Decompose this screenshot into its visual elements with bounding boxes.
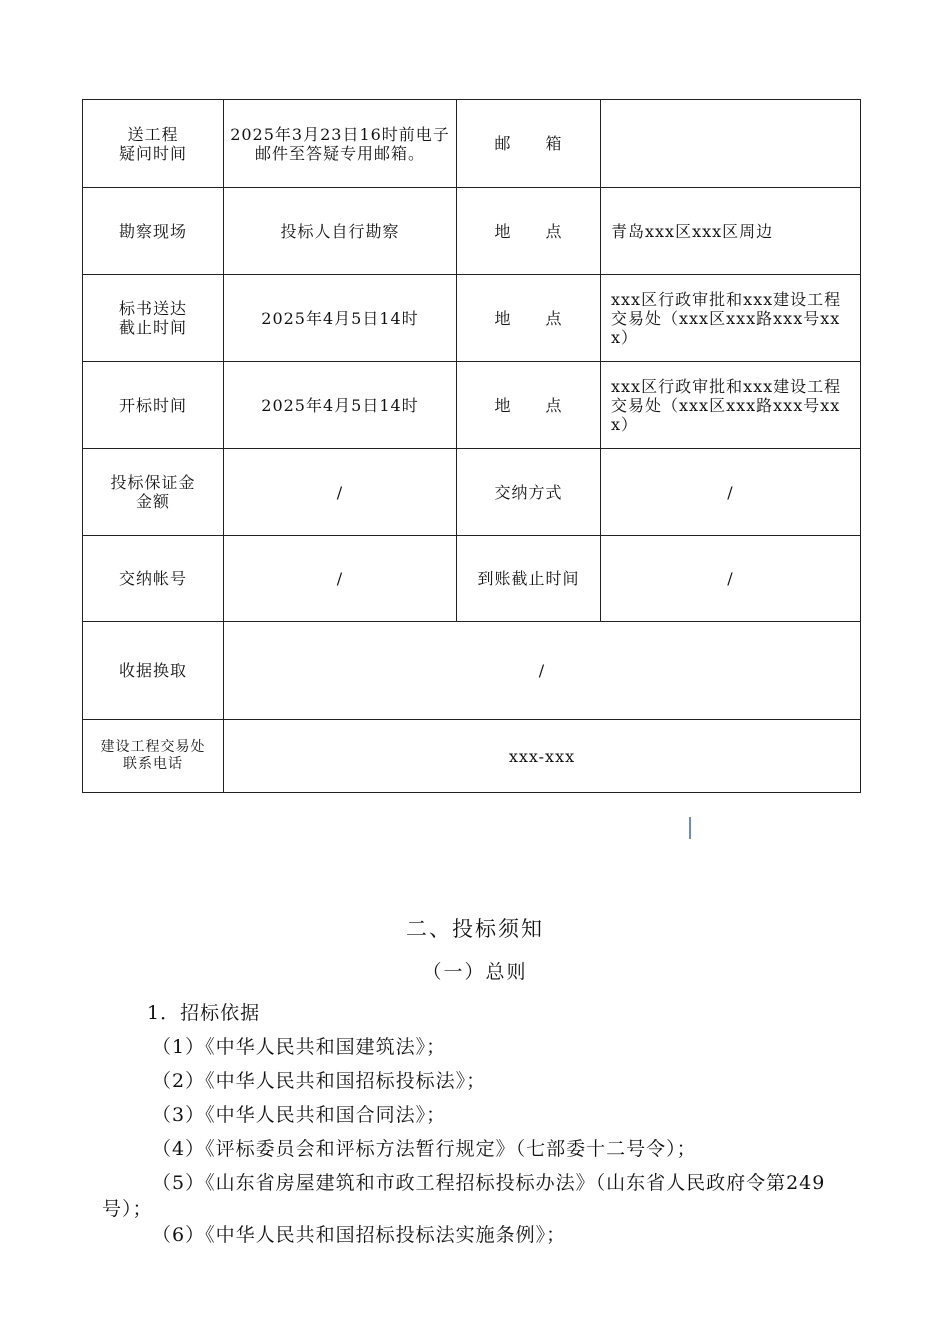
value-site-survey: 投标人自行勘察 <box>224 188 457 275</box>
label-location: 地 点 <box>457 362 601 449</box>
value-question-time: 2025年3月23日16时前电子邮件至答疑专用邮箱。 <box>224 100 457 188</box>
clause-heading: 1．招标依据 <box>147 1002 261 1024</box>
tender-info-table <box>82 99 861 793</box>
list-item: （4）《评标委员会和评标方法暂行规定》（七部委十二号令）； <box>152 1138 697 1160</box>
value-bond-amount: / <box>224 449 457 536</box>
table-row <box>83 362 861 449</box>
list-item: （2）《中华人民共和国招标投标法》； <box>152 1070 487 1092</box>
list-item: （5）《山东省房屋建筑和市政工程招标投标办法》（山东省人民政府令第249号）； <box>102 1172 826 1220</box>
label-bond-amount <box>83 449 224 536</box>
value-survey-location: 青岛xxx区xxx区周边 <box>601 188 861 275</box>
label-arrival-deadline: 到账截止时间 <box>457 536 601 622</box>
label-line: 投标保证金 <box>110 473 196 492</box>
text-cursor <box>689 817 691 839</box>
value-contact-phone: xxx-xxx <box>224 720 861 793</box>
table-row <box>83 275 861 362</box>
value-arrival-deadline: / <box>601 536 861 622</box>
document-body <box>102 996 852 1248</box>
label-line: 金额 <box>135 492 170 511</box>
value-payment-method: / <box>601 449 861 536</box>
value-email <box>601 100 861 188</box>
label-location: 地 点 <box>457 188 601 275</box>
label-line: 标书送达 <box>118 299 187 318</box>
label-payment-method: 交纳方式 <box>457 449 601 536</box>
value-receipt-exchange: / <box>224 622 861 720</box>
value-opening-time: 2025年4月5日14时 <box>224 362 457 449</box>
label-line: 疑问时间 <box>118 143 187 163</box>
table-row <box>83 622 861 720</box>
table-row <box>83 188 861 275</box>
value-opening-location: xxx区行政审批和xxx建设工程交易处（xxx区xxx路xxx号xxx） <box>601 362 861 449</box>
label-line: 送工程 <box>127 124 179 144</box>
label-line: 建设工程交易处 <box>100 739 206 755</box>
label-location: 地 点 <box>457 275 601 362</box>
list-item: （1）《中华人民共和国建筑法》； <box>152 1036 447 1058</box>
section-subtitle: （一）总则 <box>422 961 528 983</box>
table-row <box>83 720 861 793</box>
table-row <box>83 449 861 536</box>
label-site-survey: 勘察现场 <box>83 188 224 275</box>
label-email: 邮 箱 <box>457 100 601 188</box>
table-row <box>83 536 861 622</box>
label-contact-phone <box>83 720 224 793</box>
label-bid-deadline <box>83 275 224 362</box>
section-title: 二、投标须知 <box>406 917 544 941</box>
label-account: 交纳帐号 <box>83 536 224 622</box>
list-item: （3）《中华人民共和国合同法》； <box>152 1104 447 1126</box>
label-receipt-exchange: 收据换取 <box>83 622 224 720</box>
label-line: 联系电话 <box>123 756 183 772</box>
value-account: / <box>224 536 457 622</box>
value-bid-deadline: 2025年4月5日14时 <box>224 275 457 362</box>
list-item: （6）《中华人民共和国招标投标法实施条例》； <box>152 1224 567 1246</box>
label-opening-time: 开标时间 <box>83 362 224 449</box>
table-row <box>83 100 861 188</box>
label-question-time <box>83 100 224 188</box>
value-bid-location: xxx区行政审批和xxx建设工程交易处（xxx区xxx路xxx号xxx） <box>601 275 861 362</box>
label-line: 截止时间 <box>118 318 187 337</box>
